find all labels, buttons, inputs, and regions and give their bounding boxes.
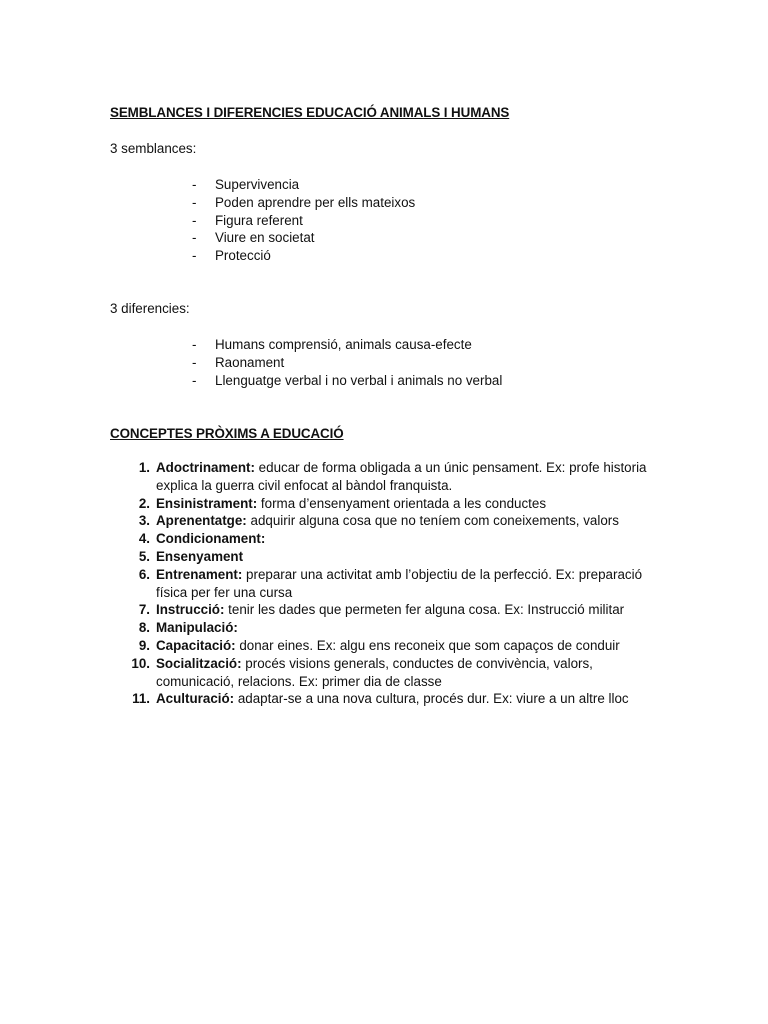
concept-item [0, 637, 768, 655]
concept-term: Socialització: [156, 655, 242, 671]
item-number: 2. [138, 495, 150, 511]
item-number: 1. [138, 460, 150, 475]
concept-description: educar de forma obligada a un únic pensament. Ex: profe historia explica la guerra civil enfocat al bàndol franquista. [156, 460, 647, 493]
concept-term: Adoctrinament: [156, 460, 255, 475]
bullet-dash: - [192, 230, 197, 246]
concept-item [0, 459, 768, 495]
concept-description: tenir les dades que permeten fer alguna cosa. Ex: Instrucció militar [224, 602, 625, 618]
concept-item [0, 512, 768, 530]
concept-item [0, 655, 768, 691]
concept-term: Capacitació: [156, 637, 236, 653]
bullet-dash: - [192, 337, 197, 352]
bullet-dash: - [192, 372, 197, 388]
concept-term: Manipulació: [156, 620, 238, 636]
concepts-title: CONCEPTES PRÒXIMS A EDUCACIÓ [110, 426, 344, 441]
concept-term: Ensinistrament: [156, 495, 258, 511]
bullet-dash: - [192, 194, 197, 210]
list-item-text: Humans comprensió, animals causa-efecte [215, 337, 472, 352]
concept-item [0, 566, 768, 602]
concept-term: Condicionament: [156, 531, 266, 547]
document-title: SEMBLANCES I DIFERENCIES EDUCACIÓ ANIMALS I HUMANS [110, 105, 510, 120]
list-item-text: Protecció [215, 248, 271, 264]
list-item-text: Supervivencia [215, 177, 300, 192]
bullet-dash: - [192, 212, 197, 228]
concept-description: preparar una activitat amb l’objectiu de la perfecció. Ex: preparació física per fer una cursa [156, 566, 643, 600]
concept-item [0, 601, 768, 619]
concept-term: Aprenentatge: [156, 513, 247, 529]
list-item-text: Poden aprendre per ells mateixos [215, 194, 416, 210]
concept-item [0, 548, 768, 566]
item-number: 11. [132, 691, 150, 707]
concept-term: Aculturació: [156, 691, 235, 707]
concept-item [0, 619, 768, 637]
concept-description: procés visions generals, conductes de convivència, valors, comunicació, relacions. Ex: primer dia de classe [156, 655, 593, 689]
list-item-text: Llenguatge verbal i no verbal i animals no verbal [215, 372, 503, 388]
concepts-list [0, 459, 768, 708]
concept-term: Ensenyament [156, 548, 244, 564]
concept-description: adaptar-se a una nova cultura, procés dur. Ex: viure a un altre lloc [234, 691, 629, 707]
concept-description: adquirir alguna cosa que no teníem com coneixements, valors [246, 513, 619, 529]
concept-item [0, 495, 768, 513]
concept-item [0, 690, 768, 708]
bullet-dash: - [192, 248, 197, 264]
concept-description: donar eines. Ex: algu ens reconeix que som capaços de conduir [235, 637, 620, 653]
list-item-text: Figura referent [215, 212, 303, 228]
concept-term: Instrucció: [156, 602, 225, 618]
item-number: 8. [138, 620, 150, 636]
item-number: 9. [138, 637, 150, 653]
concept-item [0, 530, 768, 548]
list-item-text: Viure en societat [215, 230, 315, 246]
item-number: 7. [138, 602, 150, 618]
bullet-dash: - [192, 354, 197, 370]
bullet-dash: - [192, 177, 197, 192]
similarities-label: 3 semblances: [110, 141, 197, 156]
item-number: 6. [138, 566, 150, 582]
item-number: 3. [138, 513, 150, 529]
concept-description: forma d’ensenyament orientada a les conductes [257, 495, 547, 511]
item-number: 5. [138, 548, 150, 564]
item-number: 10. [131, 655, 150, 671]
differences-label: 3 diferencies: [110, 301, 190, 316]
item-number: 4. [138, 531, 150, 547]
list-item-text: Raonament [215, 354, 285, 370]
concept-term: Entrenament: [156, 566, 243, 582]
